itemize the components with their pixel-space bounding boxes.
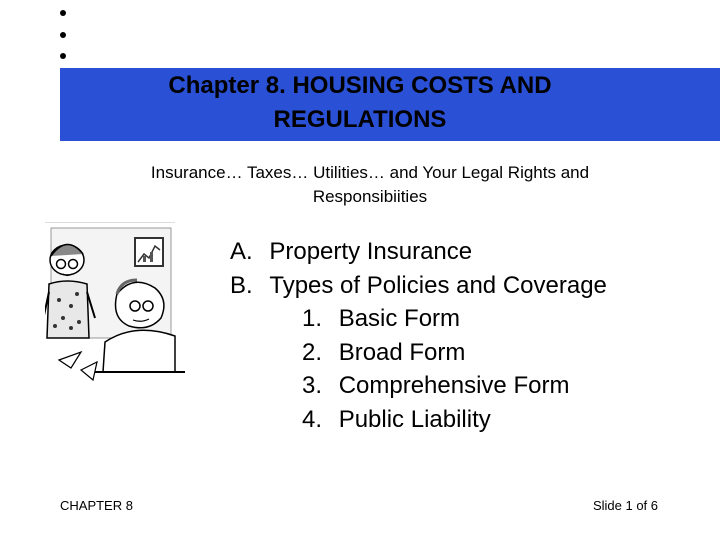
bullet-dot-icon: [60, 10, 66, 16]
bullet-dot-icon: [60, 53, 66, 59]
outline-text: Broad Form: [338, 338, 466, 366]
outline-marker: A.: [230, 238, 253, 265]
outline-text: Comprehensive Form: [338, 372, 570, 399]
subtitle-line-2: Responsibiities: [312, 187, 428, 206]
outline-marker: 3.: [302, 372, 323, 399]
outline-marker: 4.: [302, 405, 323, 433]
title-line-2: REGULATIONS: [273, 106, 447, 133]
outline-marker: 2.: [302, 338, 323, 366]
outline-text: Basic Form: [338, 305, 461, 332]
outline-text: Property Insurance: [269, 238, 473, 265]
outline-item-a: [230, 235, 472, 269]
footer-chapter-label: CHAPTER 8: [60, 498, 133, 513]
outline-text: Types of Policies and Coverage: [269, 271, 607, 299]
footer-slide-number: Slide 1 of 6: [592, 498, 658, 513]
outline-marker: 1.: [302, 305, 323, 332]
title-line-1: Chapter 8. HOUSING COSTS AND: [168, 72, 552, 99]
subtitle-line-1: Insurance… Taxes… Utilities… and Your Legal Rights and: [150, 163, 590, 182]
title-bar: [60, 68, 720, 141]
outline-item-3: [302, 369, 569, 403]
outline-item-4: [302, 403, 491, 437]
outline-marker: B.: [230, 271, 253, 299]
outline-item-b: [230, 269, 607, 303]
outline-text: Public Liability: [338, 405, 491, 433]
office-people-clipart: [45, 222, 215, 392]
bullet-dot-icon: [60, 32, 66, 38]
outline-item-2: [302, 336, 465, 370]
outline-item-1: [302, 302, 460, 336]
